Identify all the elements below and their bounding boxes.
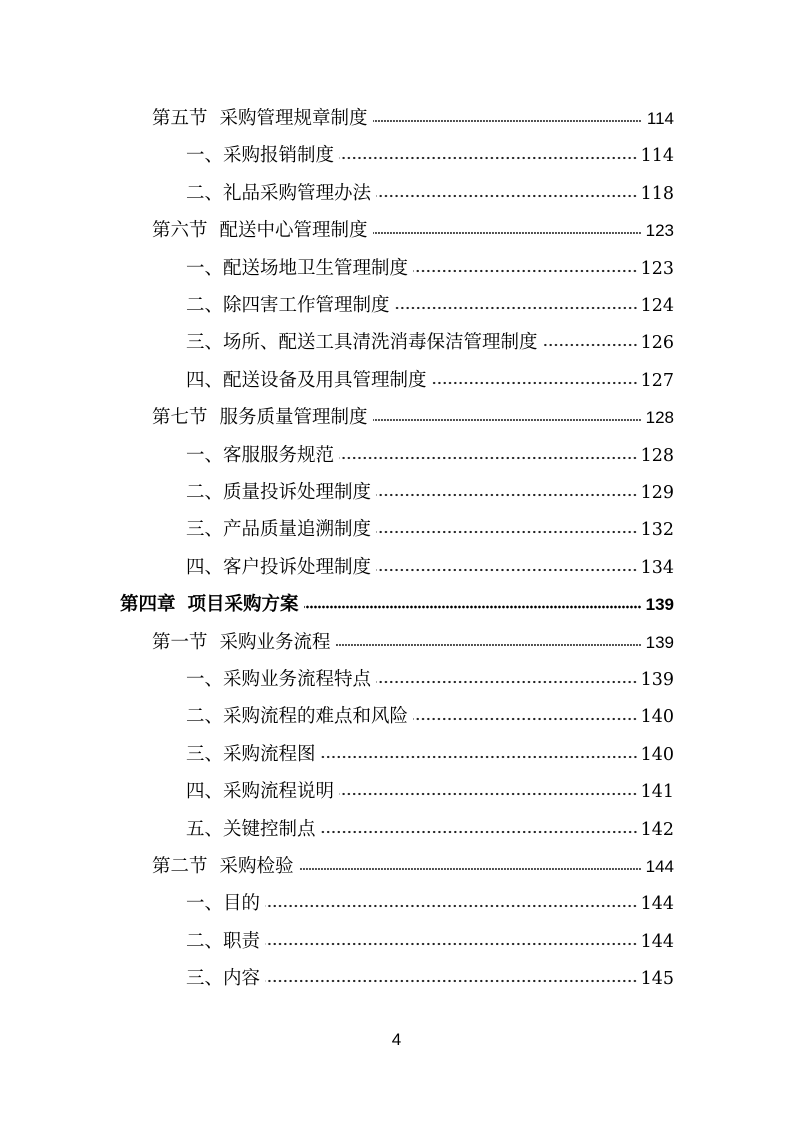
toc-section-entry[interactable] [152, 213, 674, 249]
toc-page-number: 145 [640, 969, 674, 990]
toc-entry-text: 采购业务流程 [219, 631, 331, 653]
dot-leader [339, 156, 638, 160]
toc-entry-label: 一、 [186, 257, 224, 279]
toc-entry-label: 一、 [186, 145, 224, 167]
dot-leader [339, 792, 638, 796]
toc-entry-text: 采购报销制度 [223, 145, 335, 167]
dot-leader [376, 194, 638, 198]
toc-subsection-entry[interactable] [186, 737, 674, 773]
toc-entry-label: 二、 [186, 930, 224, 952]
toc-entry-label: 一、 [186, 669, 224, 690]
toc-entry-title [186, 475, 371, 511]
toc-subsection-entry[interactable] [186, 288, 674, 324]
toc-subsection-entry[interactable] [186, 699, 674, 735]
toc-entry-text: 内容 [223, 968, 261, 990]
toc-entry-text: 配送场地卫生管理制度 [223, 257, 409, 279]
toc-entry-text: 配送中心管理制度 [219, 220, 368, 242]
toc-entry-title [152, 213, 368, 249]
toc-page-number: 128 [640, 445, 674, 466]
toc-entry-text: 采购管理规章制度 [219, 108, 368, 129]
dot-leader [265, 942, 638, 946]
toc-entry-label: 四、 [186, 781, 224, 803]
toc-subsection-entry[interactable] [186, 138, 674, 174]
dot-leader [321, 755, 638, 759]
dot-leader [376, 493, 638, 497]
dot-leader [304, 605, 641, 609]
toc-section-entry[interactable] [152, 625, 674, 661]
toc-page-number: 128 [645, 408, 674, 428]
dot-leader [265, 979, 638, 983]
toc-page-number: 144 [640, 931, 674, 952]
toc-entry-title [152, 849, 294, 885]
toc-page-number: 118 [640, 183, 674, 204]
toc-entry-title [186, 138, 334, 174]
toc-entry-label: 二、 [186, 482, 224, 503]
dot-leader [299, 867, 641, 871]
toc-entry-title [186, 288, 390, 324]
toc-entry-title [186, 363, 427, 399]
toc-page-number: 132 [640, 520, 674, 541]
toc-entry-label: 第七节 [152, 407, 208, 429]
toc-chapter-entry[interactable] [120, 587, 674, 623]
toc-subsection-entry[interactable] [186, 512, 674, 548]
toc-entry-text: 质量投诉处理制度 [223, 482, 372, 503]
toc-entry-text: 采购检验 [219, 856, 294, 877]
toc-page-number: 123 [645, 221, 674, 241]
toc-entry-text: 除四害工作管理制度 [223, 295, 390, 316]
dot-leader [373, 418, 641, 422]
toc-entry-label: 三、 [186, 332, 224, 354]
toc-page-number: 141 [640, 782, 674, 803]
toc-subsection-entry[interactable] [186, 812, 674, 848]
toc-entry-title [186, 512, 371, 548]
toc-entry-label: 第一节 [152, 631, 208, 653]
toc-subsection-entry[interactable] [186, 961, 674, 997]
toc-entry-title [152, 400, 368, 436]
toc-page-number: 123 [640, 258, 674, 279]
toc-entry-label: 五、 [186, 818, 224, 840]
toc-page-number: 139 [640, 670, 674, 690]
dot-leader [432, 381, 638, 385]
toc-entry-title [186, 737, 316, 773]
toc-subsection-entry[interactable] [186, 774, 674, 810]
dot-leader [376, 568, 638, 572]
toc-entry-label: 一、 [186, 893, 224, 915]
toc-entry-label: 第二节 [152, 856, 208, 877]
toc-entry-text: 产品质量追溯制度 [223, 519, 372, 541]
toc-page-number: 139 [645, 595, 674, 615]
toc-entry-label: 四、 [186, 556, 224, 578]
toc-entry-title [120, 587, 299, 623]
toc-entry-title [186, 961, 260, 997]
toc-subsection-entry[interactable] [186, 550, 674, 586]
toc-entry-label: 第五节 [152, 108, 208, 129]
toc-subsection-entry[interactable] [186, 251, 674, 287]
dot-leader [336, 643, 641, 647]
toc-page-number: 114 [646, 109, 674, 128]
toc-page-number: 139 [645, 632, 674, 652]
toc-subsection-entry[interactable] [186, 363, 674, 399]
toc-entry-title [186, 176, 371, 212]
page-number: 4 [391, 1030, 402, 1049]
toc-entry-text: 礼品采购管理办法 [223, 182, 372, 204]
toc-subsection-entry[interactable] [186, 438, 674, 474]
toc-entry-title [186, 325, 538, 361]
toc-subsection-entry[interactable] [186, 662, 674, 698]
toc-entry-text: 客户投诉处理制度 [223, 556, 372, 578]
toc-entry-text: 场所、配送工具清洗消毒保洁管理制度 [223, 332, 538, 354]
toc-entry-label: 二、 [186, 182, 224, 204]
toc-page-number: 124 [640, 296, 674, 316]
toc-page-number: 126 [640, 333, 674, 354]
toc-page-number: 144 [645, 857, 674, 876]
dot-leader [373, 231, 641, 235]
toc-entry-title [186, 774, 334, 810]
toc-entry-text: 采购业务流程特点 [223, 669, 372, 690]
dot-leader [321, 830, 638, 834]
toc-section-entry[interactable] [152, 849, 674, 885]
toc-entry-label: 三、 [186, 743, 224, 765]
toc-entry-label: 二、 [186, 295, 224, 316]
toc-page-number: 127 [640, 370, 674, 391]
toc-entry-title [186, 812, 316, 848]
toc-subsection-entry[interactable] [186, 924, 674, 960]
dot-leader [376, 530, 638, 534]
dot-leader [413, 717, 638, 721]
toc-entry-text: 采购流程的难点和风险 [223, 706, 409, 728]
toc-entry-title [186, 924, 260, 960]
toc-entry-text: 客服服务规范 [223, 444, 335, 466]
dot-leader [395, 306, 638, 310]
toc-entry-text: 配送设备及用具管理制度 [223, 369, 427, 391]
toc-entry-text: 目的 [223, 893, 261, 915]
toc-entry-text: 职责 [223, 930, 261, 952]
toc-entry-text: 服务质量管理制度 [219, 407, 368, 429]
toc-page-number: 140 [640, 744, 674, 765]
dot-leader [413, 269, 638, 273]
dot-leader [376, 680, 638, 684]
toc-subsection-entry[interactable] [186, 475, 674, 511]
toc-entry-title [186, 251, 408, 287]
toc-entry-label: 三、 [186, 968, 224, 990]
toc-entry-label: 第六节 [152, 220, 208, 242]
toc-entry-text: 采购流程说明 [223, 781, 335, 803]
toc-page-number: 140 [640, 707, 674, 728]
toc-page-number: 129 [640, 483, 674, 503]
toc-entry-label: 第四章 [120, 594, 176, 616]
toc-entry-label: 三、 [186, 519, 224, 541]
toc-entry-title [186, 662, 371, 698]
toc-entry-label: 二、 [186, 706, 224, 728]
toc-entry-title [186, 438, 334, 474]
toc-page-number: 142 [640, 819, 674, 840]
toc-entry-title [152, 625, 331, 661]
toc-entry-title [152, 101, 368, 137]
dot-leader [339, 456, 638, 460]
toc-entry-title [186, 886, 260, 922]
dot-leader [373, 119, 641, 123]
toc-subsection-entry[interactable] [186, 325, 674, 361]
toc-entry-title [186, 699, 408, 735]
toc-section-entry[interactable] [152, 400, 674, 436]
toc-entry-title [186, 550, 371, 586]
toc-entry-text: 关键控制点 [223, 818, 316, 840]
toc-subsection-entry[interactable] [186, 176, 674, 212]
toc-page-number: 114 [640, 146, 674, 167]
toc-page-number: 134 [640, 557, 674, 578]
toc-entry-text: 采购流程图 [223, 743, 316, 765]
toc-entry-label: 四、 [186, 369, 224, 391]
dot-leader [265, 904, 638, 908]
toc-entry-label: 一、 [186, 444, 224, 466]
toc-page-number: 144 [640, 894, 674, 915]
dot-leader [543, 343, 638, 347]
toc-subsection-entry[interactable] [186, 886, 674, 922]
toc-entry-text: 项目采购方案 [187, 594, 299, 616]
toc-section-entry[interactable] [152, 101, 674, 137]
